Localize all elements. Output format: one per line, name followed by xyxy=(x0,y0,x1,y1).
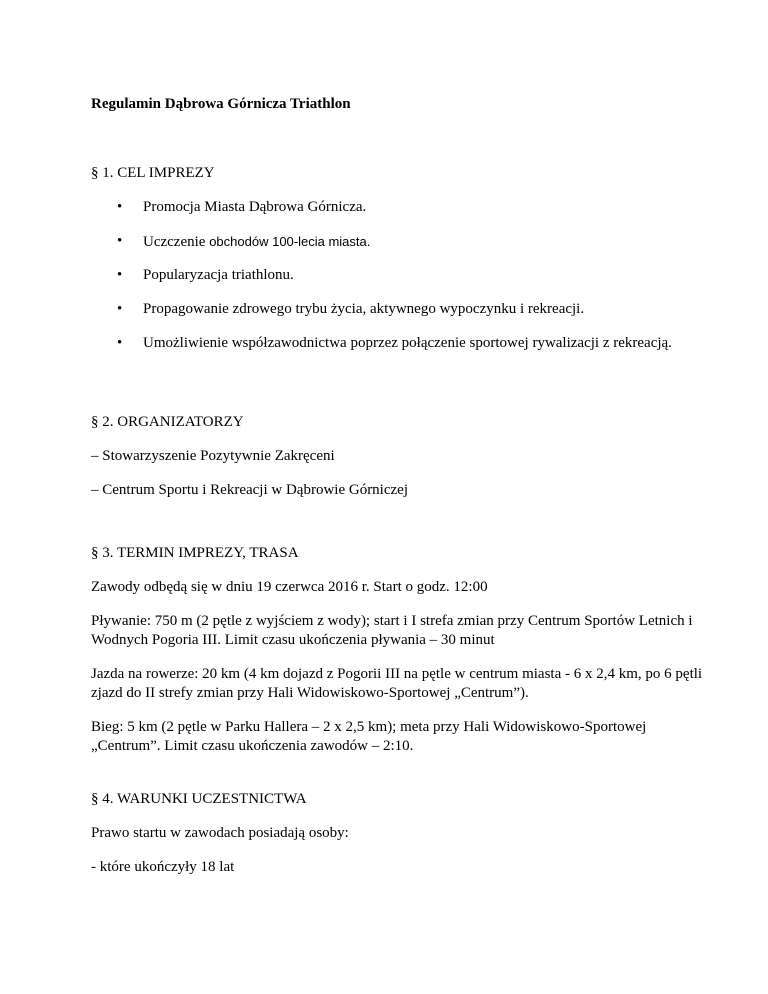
conditions-intro: Prawo startu w zawodach posiadają osoby: xyxy=(91,825,349,841)
bike-paragraph: Jazda na rowerze: 20 km (4 km dojazd z Pogorii III na pętle w centrum miasta - 6 x 2,4 km, po 6 pętli zjazd do II strefy zmian przy Hali Widowiskowo-Sportowej „Centrum”). xyxy=(91,666,703,701)
document-title: Regulamin Dąbrowa Górnicza Triathlon xyxy=(91,96,351,112)
section-1-heading: § 1. CEL IMPREZY xyxy=(91,165,215,181)
bullet-icon: • xyxy=(117,267,123,283)
list-item-text: Promocja Miasta Dąbrowa Górnicza. xyxy=(143,199,367,215)
section-2-heading: § 2. ORGANIZATORZY xyxy=(91,414,244,430)
section-4-heading: § 4. WARUNKI UCZESTNICTWA xyxy=(91,791,307,807)
bullet-icon: • xyxy=(117,335,123,351)
bullet-icon: • xyxy=(117,199,123,215)
list-item-text: Umożliwienie współzawodnictwa poprzez połączenie sportowej rywalizacji z rekreacją. xyxy=(143,335,672,351)
event-date-line: Zawody odbędą się w dniu 19 czerwca 2016 r. Start o godz. 12:00 xyxy=(91,579,488,595)
organizer-line: – Stowarzyszenie Pozytywnie Zakręceni xyxy=(91,448,335,464)
organizer-line: – Centrum Sportu i Rekreacji w Dąbrowie Górniczej xyxy=(91,482,408,498)
section-3-heading: § 3. TERMIN IMPREZY, TRASA xyxy=(91,545,299,561)
list-item-text xyxy=(143,232,673,252)
condition-line: - które ukończyły 18 lat xyxy=(91,859,235,875)
list-item-text: Propagowanie zdrowego trybu życia, aktywnego wypoczynku i rekreacji. xyxy=(143,301,585,317)
run-paragraph: Bieg: 5 km (2 pętle w Parku Hallera – 2 x 2,5 km); meta przy Hali Widowiskowo-Sportowej „Centrum”. Limit czasu ukończenia zawodów – 2:10. xyxy=(91,719,647,754)
list-item-text-serif: Uczczenie xyxy=(143,234,210,250)
bullet-icon: • xyxy=(117,233,123,249)
list-item-text-sans: obchodów 100-lecia miasta. xyxy=(209,234,371,249)
list-item-text: Popularyzacja triathlonu. xyxy=(143,267,294,283)
bullet-icon: • xyxy=(117,301,123,317)
swim-paragraph: Pływanie: 750 m (2 pętle z wyjściem z wody); start i I strefa zmian przy Centrum Sportów Letnich i Wodnych Pogoria III. Limit czasu ukończenia pływania – 30 minut xyxy=(91,613,693,648)
